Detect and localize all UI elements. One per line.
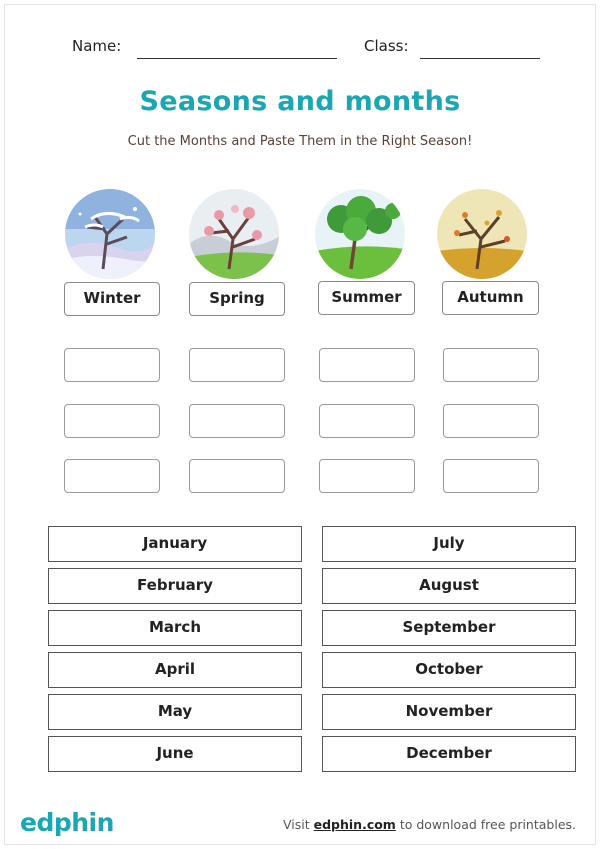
season-label-autumn: Autumn: [442, 281, 539, 315]
month-card-january[interactable]: January: [48, 526, 302, 562]
autumn-tree-icon: [437, 189, 527, 279]
class-line[interactable]: [420, 58, 540, 59]
season-label-summer: Summer: [318, 281, 415, 315]
month-card-october[interactable]: October: [322, 652, 576, 688]
month-card-november[interactable]: November: [322, 694, 576, 730]
winter-tree-icon: [65, 189, 155, 279]
paste-box-summer-3[interactable]: [319, 459, 415, 493]
month-card-july[interactable]: July: [322, 526, 576, 562]
month-card-march[interactable]: March: [48, 610, 302, 646]
paste-box-winter-3[interactable]: [64, 459, 160, 493]
month-card-september[interactable]: September: [322, 610, 576, 646]
paste-box-summer-2[interactable]: [319, 404, 415, 438]
paste-box-winter-1[interactable]: [64, 348, 160, 382]
month-card-april[interactable]: April: [48, 652, 302, 688]
paste-box-summer-1[interactable]: [319, 348, 415, 382]
summer-tree-icon: [315, 189, 405, 279]
paste-box-spring-1[interactable]: [189, 348, 285, 382]
paste-box-spring-2[interactable]: [189, 404, 285, 438]
month-card-august[interactable]: August: [322, 568, 576, 604]
name-label: Name:: [72, 37, 122, 55]
paste-box-autumn-1[interactable]: [443, 348, 539, 382]
month-card-june[interactable]: June: [48, 736, 302, 772]
spring-tree-icon: [189, 189, 279, 279]
footer-note: [283, 817, 576, 832]
footer-visit-text: Visit: [282, 817, 310, 832]
edphin-logo: edphin: [20, 808, 114, 837]
class-label: Class:: [364, 37, 409, 55]
paste-box-winter-2[interactable]: [64, 404, 160, 438]
name-line[interactable]: [137, 58, 337, 59]
month-card-february[interactable]: February: [48, 568, 302, 604]
season-label-winter: Winter: [64, 282, 160, 316]
footer-rest-text: to download free printables.: [399, 817, 576, 832]
paste-box-autumn-3[interactable]: [443, 459, 539, 493]
season-label-spring: Spring: [189, 282, 285, 316]
paste-box-autumn-2[interactable]: [443, 404, 539, 438]
month-card-may[interactable]: May: [48, 694, 302, 730]
worksheet-title: Seasons and months: [139, 86, 461, 117]
footer-link[interactable]: edphin.com: [313, 817, 396, 832]
paste-box-spring-3[interactable]: [189, 459, 285, 493]
month-card-december[interactable]: December: [322, 736, 576, 772]
worksheet-instructions: Cut the Months and Paste Them in the Right Season!: [127, 134, 473, 149]
